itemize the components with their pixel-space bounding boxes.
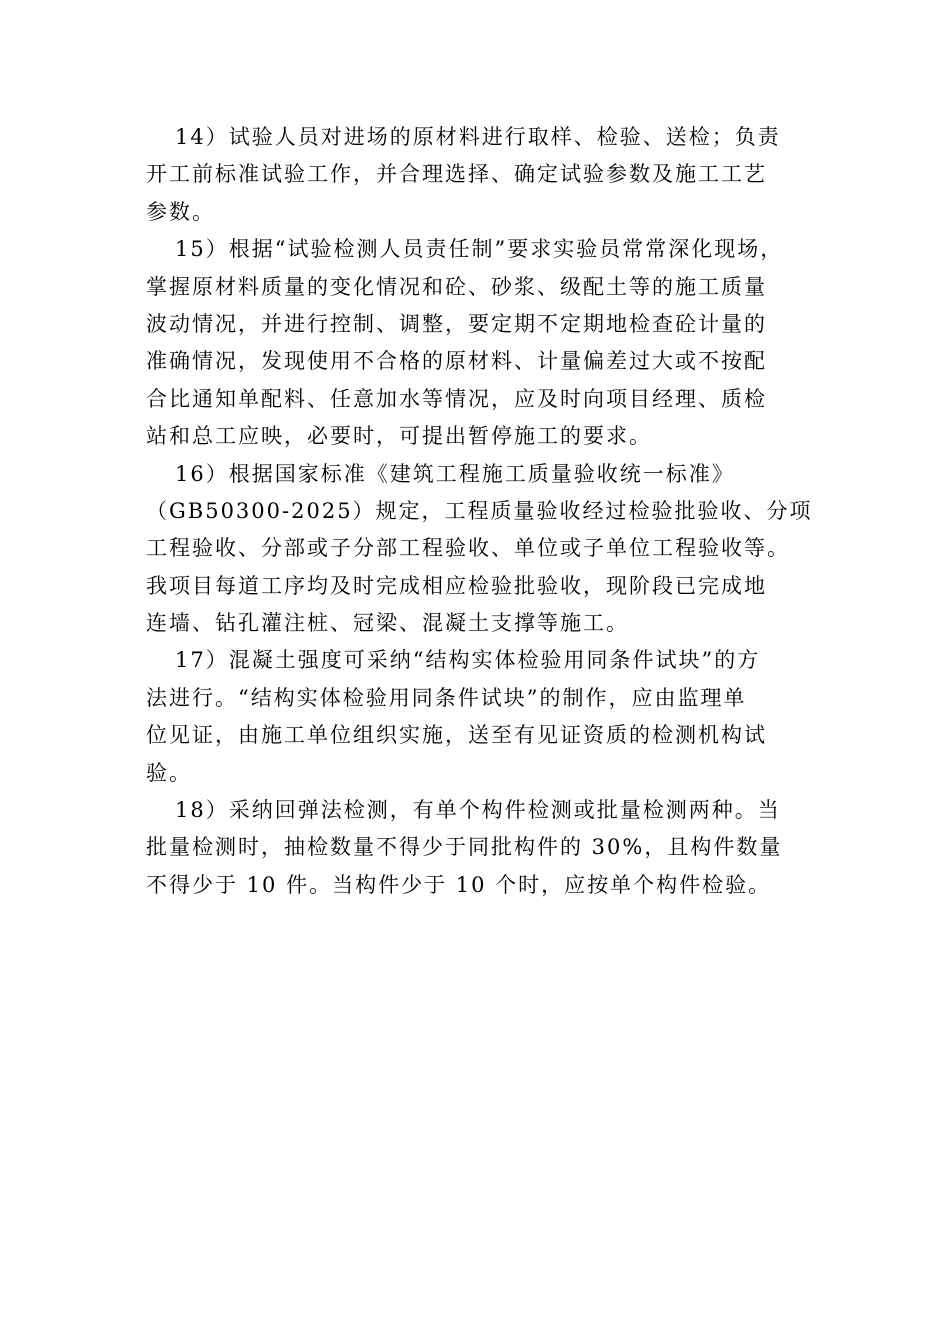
text-line: 验。 (146, 760, 192, 785)
paragraph-18 (146, 792, 826, 904)
text-line: （GB50300-2025）规定，工程质量验收经过检验批验收、分项 (146, 498, 813, 523)
paragraph-16 (146, 456, 826, 643)
paragraph-14 (146, 119, 826, 231)
text-line: 合比通知单配料、任意加水等情况，应及时向项目经理、质检 (146, 386, 767, 411)
paragraph-15 (146, 231, 826, 455)
text-line: 连墙、钻孔灌注桩、冠梁、混凝土支撑等施工。 (146, 611, 629, 636)
text-line: 15）根据“试验检测人员责任制”要求实验员常常深化现场， (175, 237, 784, 262)
paragraph-17 (146, 642, 826, 792)
text-line: 17）混凝土强度可采纳“结构实体检验用同条件试块”的方 (175, 648, 761, 673)
text-line: 法进行。“结构实体检验用同条件试块”的制作，应由监理单 (146, 685, 747, 710)
text-line: 位见证，由施工单位组织实施，送至有见证资质的检测机构试 (146, 723, 767, 748)
text-line: 14）试验人员对进场的原材料进行取样、检验、送检；负责 (175, 125, 781, 149)
text-line: 工程验收、分部或子分部工程验收、单位或子单位工程验收等。 (146, 536, 790, 561)
text-line: 波动情况，并进行控制、调整，要定期不定期地检查砼计量的 (146, 311, 767, 336)
text-line: 我项目每道工序均及时完成相应检验批验收，现阶段已完成地 (146, 573, 767, 598)
text-line: 参数。 (146, 199, 215, 224)
text-line: 18）采纳回弹法检测，有单个构件检测或批量检测两种。当 (175, 798, 781, 823)
text-line: 批量检测时，抽检数量不得少于同批构件的 30%，且构件数量 (146, 835, 783, 860)
text-line: 开工前标准试验工作，并合理选择、确定试验参数及施工工艺 (146, 162, 767, 187)
text-line: 16）根据国家标准《建筑工程施工质量验收统一标准》 (175, 461, 735, 486)
document-body (146, 119, 826, 904)
text-line: 准确情况，发现使用不合格的原材料、计量偏差过大或不按配 (146, 349, 767, 374)
text-line: 不得少于 10 件。当构件少于 10 个时，应按单个构件检验。 (146, 872, 772, 897)
text-line: 掌握原材料质量的变化情况和砼、砂浆、级配土等的施工质量 (146, 274, 767, 299)
text-line: 站和总工应映，必要时，可提出暂停施工的要求。 (146, 424, 652, 449)
